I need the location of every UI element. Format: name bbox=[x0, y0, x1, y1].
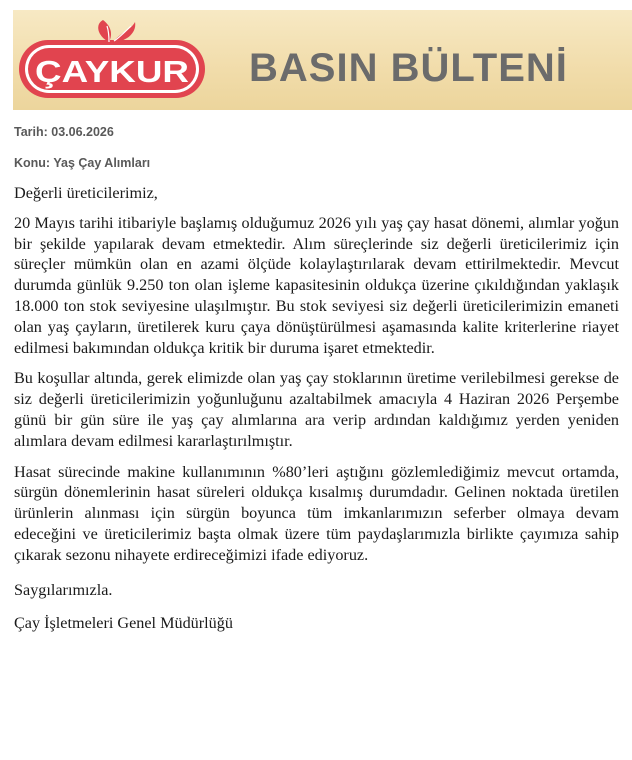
signature: Çay İşletmeleri Genel Müdürlüğü bbox=[14, 614, 233, 633]
greeting: Değerli üreticilerimiz, bbox=[14, 184, 158, 202]
tea-leaf-icon bbox=[98, 20, 135, 42]
date-line: Tarih: 03.06.2026 bbox=[14, 125, 114, 139]
subject-line: Konu: Yaş Çay Alımları bbox=[14, 156, 151, 170]
press-release-banner bbox=[13, 10, 632, 110]
paragraph: 20 Mayıs tarihi itibariyle başlamış olduğumuz 2026 yılı yaş çay hasat dönemi, alımlar yoğun bir şekilde yapılarak devam etmektedir. Alım süreçlerinde siz değerli üreticilerimiz için süreçler mümkün olan en azami ölçüde kolaylaştırılarak devam ettirilmektedir. Mevcut durumda günlük 9.250 ton olan işleme kapasitesinin oldukça üzerine çıkıldığından yaklaşık 18.000 ton stok seviyesine ulaşılmıştır. Bu stok seviyesi siz değerli üreticilerimizin emaneti olan yaş çayların, üretilerek kuru çaya dönüştürülmesi aşamasında kalite kriterlerine riayet edilmesi bakımından oldukça kritik bir duruma işaret etmektedir. bbox=[14, 213, 619, 357]
paragraph: Hasat sürecinde makine kullanımının %80’leri aştığını gözlemlediğimiz mevcut ortamda, sürgün dönemlerinin hasat süreleri oldukça kısalmış durumdadır. Gelinen noktada üretilen ürünlerin alınması için sürgün boyunca tüm imkanlarımızın seferber olmaya devam edeceğini ve üreticilerimiz başta olmak üzere tüm paydaşlarımızla birlikte çayımıza sahip çıkarak sezonu nihayete erdireceğimizi ifade ediyoruz. bbox=[14, 462, 619, 564]
logo-wordmark: ÇAYKUR bbox=[35, 54, 189, 89]
caykur-logo bbox=[17, 18, 207, 102]
paragraph: Bu koşullar altında, gerek elimizde olan yaş çay stoklarının üretime verilebilmesi gerekse de siz değerli üreticilerimizin yoğunluğunu azaltabilmek amacıyla 4 Haziran 2026 Perşembe günü bir gün süre ile yaş çay alımlarına ara verip ardından kaldığımız yerden yeniden alımlara devam edilmesi kararlaştırılmıştır. bbox=[14, 369, 619, 450]
letter-body bbox=[14, 183, 619, 644]
closing: Saygılarımızla. bbox=[14, 580, 113, 599]
page-title: BASIN BÜLTENİ bbox=[249, 46, 568, 90]
